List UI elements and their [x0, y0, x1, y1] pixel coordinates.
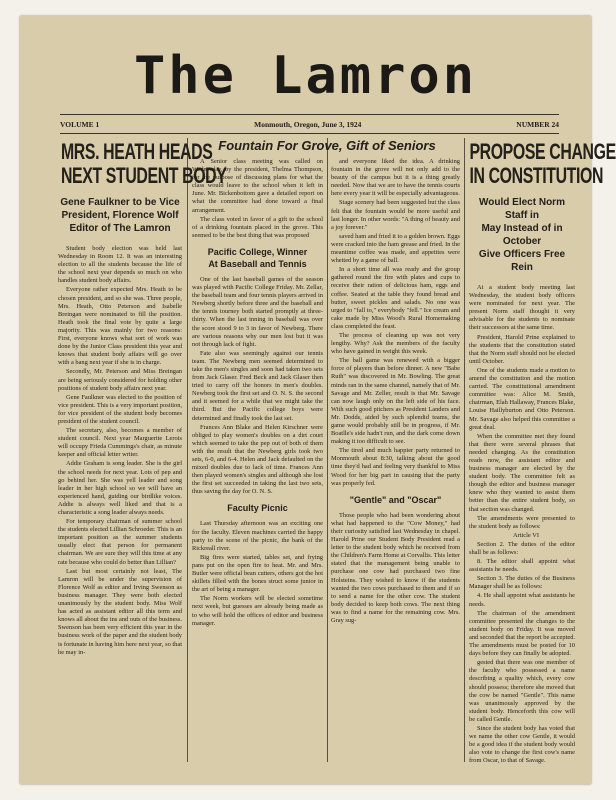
place-date: Monmouth, Oregon, June 3, 1924	[254, 119, 362, 129]
paragraph: The secretary, also, becomes a member of student council. Next year Marguerite Lerois will occupy Frieda Cummings's chair, as minute keeper and official letter writer.	[58, 427, 182, 459]
article-continuations	[331, 158, 460, 764]
faculty-picnic-headline: Faculty Picnic	[227, 503, 288, 514]
paragraph: Since the student body has voted that we name the other cow Gentle, it would be a good idea if the student body would also vote to change the first cow's name from Oscar, to that of Savage.	[469, 724, 575, 765]
headline-line-1: MRS. HEATH HEADS	[60, 139, 213, 164]
volume-label: VOLUME 1	[60, 119, 100, 129]
deck-line-3: Editor of The Lamron	[69, 223, 171, 234]
headline-line-2: NEXT STUDENT BODY	[60, 163, 227, 188]
pacific-college-headline	[192, 246, 323, 270]
paragraph: When the committee met they found that there were several phrases that needed changing. As the constitution reads now, the assistant editor and business manager are elected by the student body. The committee felt as though the editor and business manager knew who they wanted to assist them better than the entire student body, so that section was changed.	[469, 432, 575, 513]
gentle-oscar-headline: "Gentle" and "Oscar"	[349, 494, 442, 505]
newspaper-page	[20, 16, 616, 784]
pacific-headline-line-1: Pacific College, Winner	[207, 246, 308, 257]
dateline	[60, 117, 559, 131]
paragraph: The amendments were presented to the student body as follows:	[469, 514, 575, 530]
banner-headline: Fountain For Grove, Gift of Seniors	[218, 138, 436, 153]
paragraph: The process of cleaning up was not very lengthy. Why? Ask the members of the faculty who have gained in weight this week.	[331, 331, 460, 356]
masthead-rule-bottom	[60, 133, 559, 134]
paragraph: Fate also was seemingly against our tennis team. The Newberg men seemed determined to take the men's singles and soon had taken two sets from Jack Glaser. Fred Beck and Jack Glaser then tried to carry off the honors in men's doubles. Newberg took the first set and O. N. S. the second and it seemed for a while that we might take the third. But the Pacific college boys were determined and finally took the last set.	[192, 349, 323, 422]
pacific-headline-line-2: At Baseball and Tennis	[208, 258, 307, 269]
paragraph: Secondly, Mr. Peterson and Miss Breingan are being seriously considered for holding other positions of student body affairs next year.	[58, 368, 182, 392]
article-constitution-change	[469, 139, 616, 765]
paragraph: Those people who had been wondering about what had happened to the "Cow Money," had their curiosity satisfied last Wednesday in chapel. Harold Prine our Student Body President read a letter to the student body which he received from the Children's Farm Home at Corvallis. This letter stated that the management being unable to purchase one cow had purchased two fine Holsteins. They wished to know if the students wanted the two cows purchased to them and if so to send a name for the other cow. The student body decided to keep both cows. The next thing was to find a name for the remaining cow. Mrs. Gray sug-	[331, 511, 460, 624]
column-rule-2	[327, 138, 328, 762]
paragraph: saved ham and fried it to a golden brown. Eggs were cracked into the ham grease and fried. In the meantime coffee was made, and appetites were whetted by a game of ball.	[331, 232, 460, 265]
deck-line-2: President, Florence Wolf	[61, 210, 179, 221]
paragraph: Stage scenery had been suggested but the class felt that the fountain would be more useful and last longer. In other words: "A thing of beauty and a joy forever."	[331, 199, 460, 231]
column-rule-1	[187, 138, 188, 762]
paragraph: The Norm workers will be elected sometime next week, but guesses are already being made as to who will hold the offices of editor and business manager.	[192, 595, 323, 627]
paragraph: The class voted in favor of a gift to the school of a drinking fountain placed in the grove. This seemed to be the best thing that was proposed	[192, 215, 323, 239]
paragraph: Section 2. The duties of the editor shall be as follows:	[469, 540, 575, 556]
paragraph: One of the students made a motion to amend the constitution and the motion carried. The constitutional amendment committee was: Alice M. Smith, chairman, Elah Hallaway, Frances Blake, Louise Haillyburton and Otto Peterson. Mr. Savage also helped this committee a great deal.	[469, 366, 575, 431]
paragraph: One of the last baseball games of the season was played with Pacific College Friday. Mr. Zellar, the baseball team and four tennis players arrived in Newberg shortly before three and the baseball and the tennis tourney both started promptly at three-thirty. When the last inning in baseball was over the score stood 9 to 3 in favor of Newberg. There are various reasons why our men lost but it was not through lack of fight.	[192, 275, 323, 348]
paragraph: The chairman of the amendment committee presented the changes to the student body on Friday. It was moved and seconded that the report be accepted. The amendments must be posted for 10 days before they can finally be adopted.	[469, 609, 575, 658]
paragraph: At a student body meeting last Wednesday, the student body officers were nominated for next year. The present Norm staff thought it very advisable for the students to nominate their successors at the same time.	[469, 284, 575, 332]
deck-line-2: May Instead of in October	[481, 223, 563, 247]
paragraph: The tired and much happier party returned to Monmouth about 8:30, talking about the good time they'd had and feeling very thankful to Miss Wood for her big part in causing that the party was properly fed.	[331, 447, 460, 487]
deck-line-1: Gene Faulkner to be Vice	[60, 197, 180, 208]
paragraph: Last but most certainly not least, The Lamron will be under the supervision of Florence Wolf as editor and Irving Swenson as business manager. They were both elected unanimously by the student body. Miss Wolf has acted as assistant editor all this term and knows all about the ins and outs of the business. Swenson has been very efficient this year in the business work of the paper and the student body is fortunate in having him here next year, so that he may in-	[58, 567, 182, 656]
paragraph: In a short time all was ready and the group gathered round the fire with plates and cups to receive their ration of delicious ham, eggs and coffee. Seated at the table they found bread and butter, sweet pickles and salads. No one was urged to "fall to," everybody "fell." Ice cream and cake made by Miss Wood's Rural Homemaking class completed the feast.	[331, 266, 460, 330]
paragraph: Everyone rather expected Mrs. Heath to be chosen president, and so she was. Three people, Mrs. Heath, Otto Peterson and Isabelle Breingan were nominated to fill the position. Heath took the final vote by quite a large majority. This was mainly for two reasons: First, everyone knows what sort of work was done by the Junior Class president this year and knows that student body affairs will go over with a bang next year if she is in charge.	[58, 286, 182, 367]
paragraph: 8. The editor shall appoint what assistants he needs.	[469, 558, 575, 574]
deck-line-3: Give Officers Free Rein	[478, 249, 566, 273]
paragraph: The ball game was renewed with a bigger force of players than before dinner. A new "Babe Ruth" was discovered in Mr. Bowling. The great minds ran in the same channel, namely that of Mr. Savage and Mr. Zeller, result is that Mr. Savage can now laugh only on the left side of his face. With such good pitchers as President Landers and Mr. Dodds, aided by such splendid teams, the game would probably still be in progress, if Mr. Boatlle's side hadn't run, and the dark come down making it too difficult to see.	[331, 357, 460, 446]
issue-number: NUMBER 24	[516, 119, 559, 129]
headline-line-2: IN CONSTITUTION	[469, 163, 604, 188]
article-fountain-and-pacific	[192, 158, 323, 764]
article-label: Article VI	[513, 531, 539, 539]
paragraph: Addie Graham is song leader. She is the girl the school needs for next year. Lots of pep and go behind her. She was yell leader and song leader in her high school so we will have an experienced hand, guiding our birdlike voices. Addie is always well liked and that is a characteristic a song leader always needs.	[58, 460, 182, 516]
paragraph: gested that there was one member of the faculty who possessed a name describing a quality which, every cow should possess; therefore she moved that the cow be named "Gentle". This name was unanimously approved by the student body. Henceforth this cow will be called Gentle.	[469, 659, 575, 723]
article-student-body-election	[58, 139, 227, 764]
deck-line-1: Would Elect Norm Staff in	[479, 197, 565, 221]
deck	[469, 196, 575, 274]
paragraph: Gene Faulkner was elected to the position of vice president. This is a very important position, for vice president of the student body becomes president of the student council.	[58, 393, 182, 425]
masthead-rule-top	[60, 114, 559, 115]
paragraph: Frances Ann Blake and Helen Kirschner were obliged to play women's doubles on a dirt court which seemed to take the pep out of both of them with the result that the Newberg girls took two sets, 6-0, and 6-4. Helen and Jack defaulted on the mixed doubles due to lack of time. Frances Ann then played women's singles and although she lost the first set succeeded in taking the last two sets, thus saving the day for O. N. S.	[192, 423, 323, 496]
paragraph: 4. He shall appoint what assistants he needs.	[469, 592, 575, 608]
paragraph: Last Thursday afternoon was an exciting one for the faculty. Eleven machines carried the happy party to the scene of the picnic, the bank of the Rickreall river.	[192, 520, 323, 552]
paragraph: Section 3. The duties of the Business Manager shall be as follows:	[469, 575, 575, 591]
deck	[58, 196, 182, 235]
paragraph: Student body election was held last Wednesday in Room 12. It was an interesting election to all the students because the life of the school next year depends so much on who handles student body affairs.	[58, 245, 182, 285]
paragraph: and everyone liked the idea. A drinking fountain in the grove will not only add to the beauty of the campus but it is a thing greatly needed. Now that we are to have the tennis courts here every year it will be especially advantageous.	[331, 158, 460, 198]
paragraph: President, Harold Prine explained to the students that the constitution stated that the Norm staff should not be elected until October.	[469, 333, 575, 365]
column-rule-3	[464, 138, 465, 762]
headline-line-1: PROPOSE CHANGE	[469, 139, 616, 164]
paragraph: A Senior class meeting was called on Wednesday, by the president, Thelma Thompson, for the purpose of discussing plans for what the class would leave to the school when it left in June. Mr. Bickenbottom gave a detailed report on what the committee had done toward a final arrangement.	[192, 158, 323, 214]
masthead-title: The Lamron	[133, 46, 478, 106]
paragraph: For temporary chairman of summer school the students elected Lillian Schroeder. This is an important position as the summer students usually elect that person for permanent chairman. We are sure they will this time at any rate because who could do better than Lillian?	[58, 518, 182, 566]
paragraph: Big fires were started, tables set, and frying pans put on the open fire to heat. Mr. and Mrs. Butler were official bean cutters, others got the hot skillets filled with the bones struct some junior in the art of being a manager.	[192, 553, 323, 594]
